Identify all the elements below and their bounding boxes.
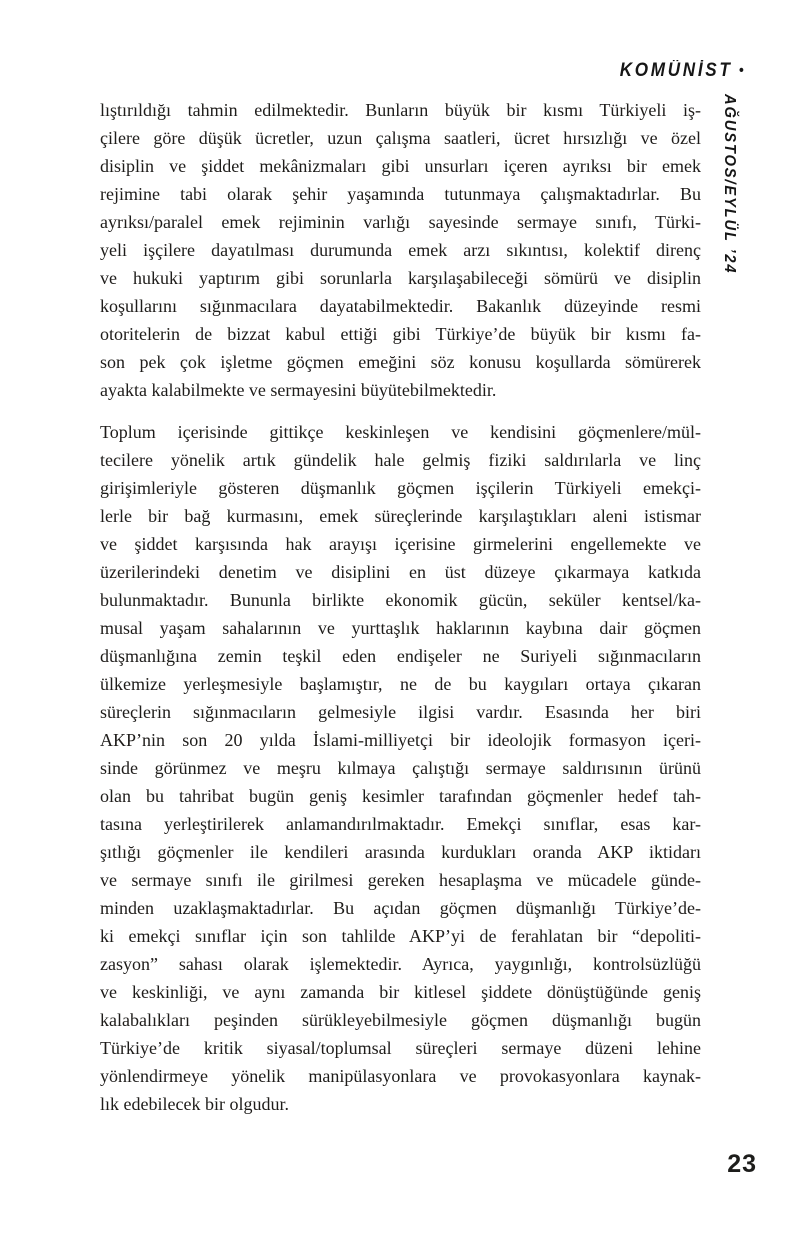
text-line: şıtlığı göçmenler ile kendileri arasında kurdukları oranda AKP iktidarı bbox=[100, 842, 701, 862]
text-line: tasına yerleştirilerek anlamandırılmaktadır. Emekçi sınıflar, esas kar- bbox=[100, 814, 701, 834]
text-line: ki emekçi sınıflar için son tahlilde AKP’yi de ferahlatan bir “depoliti- bbox=[100, 926, 701, 946]
bullet-icon: • bbox=[739, 61, 744, 79]
text-line: çilere göre düşük ücretler, uzun çalışma saatleri, ücret hırsızlığı ve özel bbox=[100, 128, 701, 148]
text-line: son pek çok işletme göçmen emeğini söz konusu koşullarda sömürerek bbox=[100, 352, 701, 372]
text-line: ve keskinliği, ve aynı zamanda bir kitlesel şiddete dönüştüğünde geniş bbox=[100, 982, 701, 1002]
text-line: üzerilerindeki denetim ve disiplini en üst düzeye çıkarmaya katkıda bbox=[100, 562, 701, 582]
text-line: yeli işçilere dayatılması durumunda emek arzı sıkıntısı, kolektif direnç bbox=[100, 240, 701, 260]
text-line: koşullarını sığınmacılara dayatabilmektedir. Bakanlık düzeyinde resmi bbox=[100, 296, 701, 316]
text-line: lık edebilecek bir olgudur. bbox=[100, 1094, 289, 1114]
text-line: ayakta kalabilmekte ve sermayesini büyütebilmektedir. bbox=[100, 380, 497, 400]
page-number: 23 bbox=[727, 1150, 757, 1178]
text-line: bulunmaktadır. Bununla birlikte ekonomik gücün, seküler kentsel/ka- bbox=[100, 590, 701, 610]
paragraph bbox=[100, 96, 701, 404]
text-line: tecilere yönelik artık gündelik hale gelmiş fiziki saldırılarla ve linç bbox=[100, 450, 701, 470]
text-line: ve hukuki yaptırım gibi sorunlarla karşılaşabileceği sömürü ve disiplin bbox=[100, 268, 701, 288]
body-text bbox=[100, 96, 701, 1118]
paragraph bbox=[100, 418, 701, 1118]
text-line: Toplum içerisinde gittikçe keskinleşen ve kendisini göçmenlere/mül- bbox=[100, 422, 701, 442]
text-line: otoritelerin de bizzat kabul ettiği gibi Türkiye’de büyük bir kısmı fa- bbox=[100, 324, 701, 344]
text-line: yönlendirmeye yönelik manipülasyonlara ve provokasyonlara kaynak- bbox=[100, 1066, 701, 1086]
text-line: ayrıksı/paralel emek rejiminin varlığı sayesinde sermaye sınıfı, Türki- bbox=[100, 212, 701, 232]
text-line: minden uzaklaşmaktadırlar. Bu açıdan göçmen düşmanlığı Türkiye’de- bbox=[100, 898, 701, 918]
text-line: lerle bir bağ kurmasını, emek süreçlerinde karşılaştıkları aleni istismar bbox=[100, 506, 701, 526]
text-line: ve sermaye sınıfı ile girilmesi gereken hesaplaşma ve mücadele günde- bbox=[100, 870, 701, 890]
text-line: girişimleriyle gösteren düşmanlık göçmen işçilerin Türkiyeli emekçi- bbox=[100, 478, 701, 498]
text-line: zasyon” sahası olarak işlemektedir. Ayrıca, yaygınlığı, kontrolsüzlüğü bbox=[100, 954, 701, 974]
text-line: Türkiye’de kritik siyasal/toplumsal süreçleri sermaye düzeni lehine bbox=[100, 1038, 701, 1058]
masthead bbox=[620, 60, 744, 82]
text-line: sinde görünmez ve meşru kılmaya çalıştığı sermaye saldırısının ürünü bbox=[100, 758, 701, 778]
text-line: lıştırıldığı tahmin edilmektedir. Bunların büyük bir kısmı Türkiyeli iş- bbox=[100, 100, 701, 120]
journal-title: KOMÜNİST bbox=[620, 60, 733, 81]
text-line: ve şiddet karşısında hak arayışı içerisine girmelerini engellemekte ve bbox=[100, 534, 701, 554]
text-line: ülkemize yerleşmesiyle başlamıştır, ne de bu kaygıları ortaya çıkaran bbox=[100, 674, 701, 694]
text-line: musal yaşam sahalarının ve yurttaşlık haklarının kaybına dair göçmen bbox=[100, 618, 701, 638]
issue-date-vertical-label: AĞUSTOS/EYLÜL ’24 bbox=[721, 94, 738, 275]
text-line: AKP’nin son 20 yılda İslami-milliyetçi bir ideolojik formasyon içeri- bbox=[100, 730, 701, 750]
text-line: rejimine tabi olarak şehir yaşamında tutunmaya çalışmaktadırlar. Bu bbox=[100, 184, 701, 204]
text-line: düşmanlığına zemin teşkil eden endişeler ne Suriyeli sığınmacıların bbox=[100, 646, 701, 666]
text-line: süreçlerin sığınmacıların gelmesiyle ilgisi vardır. Esasında her biri bbox=[100, 702, 701, 722]
text-line: olan bu tahribat bugün geniş kesimler tarafından göçmenler hedef tah- bbox=[100, 786, 701, 806]
text-line: disiplin ve şiddet mekânizmaları gibi unsurları içeren ayrıksı bir emek bbox=[100, 156, 701, 176]
text-line: kalabalıkları peşinden sürükleyebilmesiyle göçmen düşmanlığı bugün bbox=[100, 1010, 701, 1030]
